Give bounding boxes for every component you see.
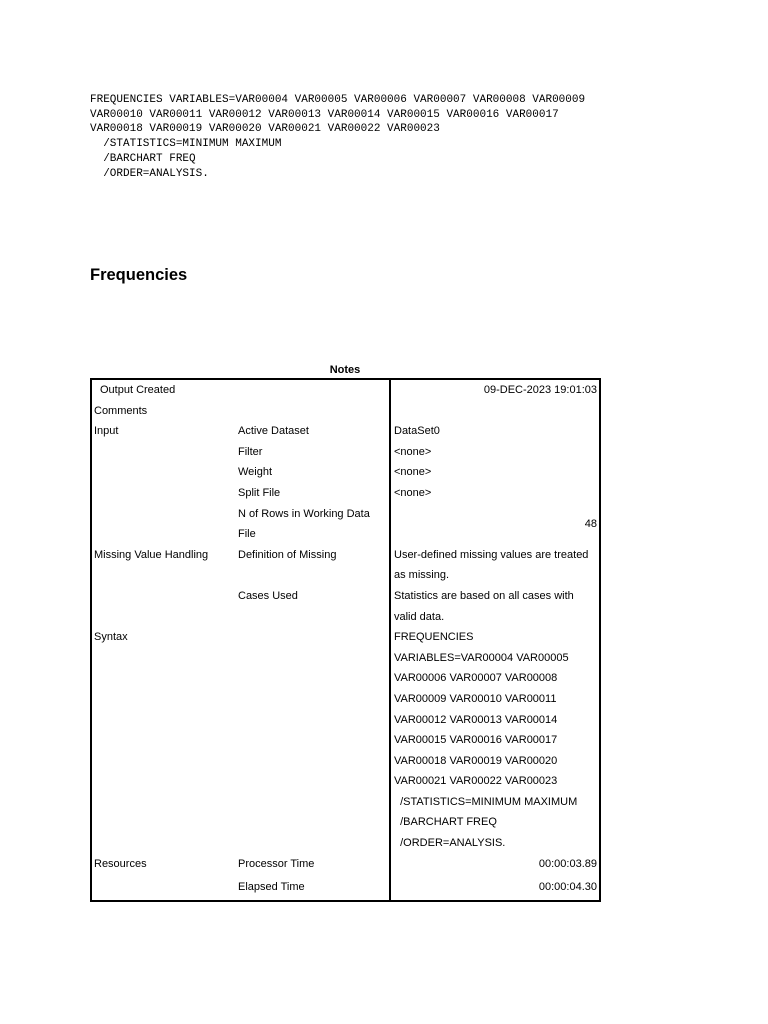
processor-time-label: Processor Time — [238, 857, 315, 870]
active-dataset-value: DataSet0 — [394, 425, 440, 438]
table-row — [90, 874, 601, 898]
syntax-value-line: VARIABLES=VAR00004 VAR00005 — [394, 651, 569, 664]
table-row — [90, 854, 601, 875]
cases-used-value — [390, 586, 601, 627]
table-row — [90, 421, 601, 442]
n-rows-label-line: File — [238, 528, 256, 541]
processor-time-value: 00:00:03.89 — [538, 857, 597, 870]
table-row — [90, 504, 601, 545]
definition-value-line: as missing. — [394, 569, 450, 582]
syntax-value-line: VAR00018 VAR00019 VAR00020 — [394, 754, 558, 767]
table-row — [90, 462, 601, 483]
missing-value-handling-label: Missing Value Handling — [94, 548, 209, 561]
syntax-value-line: /BARCHART FREQ — [394, 816, 497, 829]
n-rows-label-line: N of Rows in Working Data — [238, 507, 370, 520]
cases-used-value-line: valid data. — [394, 610, 445, 623]
split-file-value: <none> — [394, 486, 432, 499]
syntax-line: VAR00010 VAR00011 VAR00012 VAR00013 VAR00014 VAR00015 VAR00016 VAR00017 — [90, 108, 559, 121]
syntax-line: VAR00018 VAR00019 VAR00020 VAR00021 VAR00022 VAR00023 — [90, 123, 440, 136]
syntax-value-line: VAR00006 VAR00007 VAR00008 — [394, 672, 558, 685]
table-row — [90, 442, 601, 463]
syntax-line: FREQUENCIES VARIABLES=VAR00004 VAR00005 VAR00006 VAR00007 VAR00008 VAR00009 — [90, 94, 586, 106]
n-rows-label — [234, 504, 390, 545]
table-row — [90, 401, 601, 422]
syntax-line: /BARCHART FREQ — [90, 152, 196, 165]
active-dataset-label: Active Dataset — [238, 425, 309, 438]
syntax-value-line: FREQUENCIES — [394, 631, 474, 644]
table-row — [90, 586, 601, 627]
n-rows-value: 48 — [584, 517, 597, 530]
output-created-value: 09-DEC-2023 19:01:03 — [483, 384, 597, 396]
syntax-value-line: VAR00021 VAR00022 VAR00023 — [394, 775, 558, 788]
syntax-value-line: VAR00009 VAR00010 VAR00011 — [394, 692, 557, 705]
definition-value-line: User-defined missing values are treated — [394, 548, 589, 561]
table-row — [90, 627, 601, 854]
filter-label: Filter — [238, 445, 263, 458]
table-row — [90, 545, 601, 586]
elapsed-time-value: 00:00:04.30 — [538, 881, 597, 894]
cases-used-label: Cases Used — [238, 589, 298, 602]
weight-label: Weight — [238, 466, 273, 479]
weight-value: <none> — [394, 466, 432, 479]
notes-table-title: Notes — [329, 364, 361, 376]
page-title: Frequencies — [90, 266, 188, 284]
syntax-line: /STATISTICS=MINIMUM MAXIMUM — [90, 138, 282, 151]
syntax-block — [90, 93, 585, 181]
elapsed-time-label: Elapsed Time — [238, 881, 305, 894]
syntax-value — [390, 627, 601, 854]
syntax-value-line: VAR00012 VAR00013 VAR00014 — [394, 713, 558, 726]
syntax-line: /ORDER=ANALYSIS. — [90, 167, 209, 180]
cases-used-value-line: Statistics are based on all cases with — [394, 589, 574, 602]
definition-of-missing-label: Definition of Missing — [238, 548, 337, 561]
output-created-label: Output Created — [100, 384, 176, 396]
table-row — [90, 483, 601, 504]
filter-value: <none> — [394, 445, 432, 458]
comments-label: Comments — [94, 404, 148, 417]
notes-table — [90, 380, 601, 898]
definition-of-missing-value — [390, 545, 601, 586]
split-file-label: Split File — [238, 486, 281, 499]
resources-label: Resources — [94, 857, 147, 870]
syntax-value-line: /ORDER=ANALYSIS. — [394, 837, 506, 850]
syntax-value-line: /STATISTICS=MINIMUM MAXIMUM — [394, 795, 578, 808]
table-row — [90, 380, 601, 401]
syntax-value-line: VAR00015 VAR00016 VAR00017 — [394, 734, 558, 747]
input-label: Input — [94, 425, 119, 438]
syntax-label: Syntax — [94, 631, 128, 644]
